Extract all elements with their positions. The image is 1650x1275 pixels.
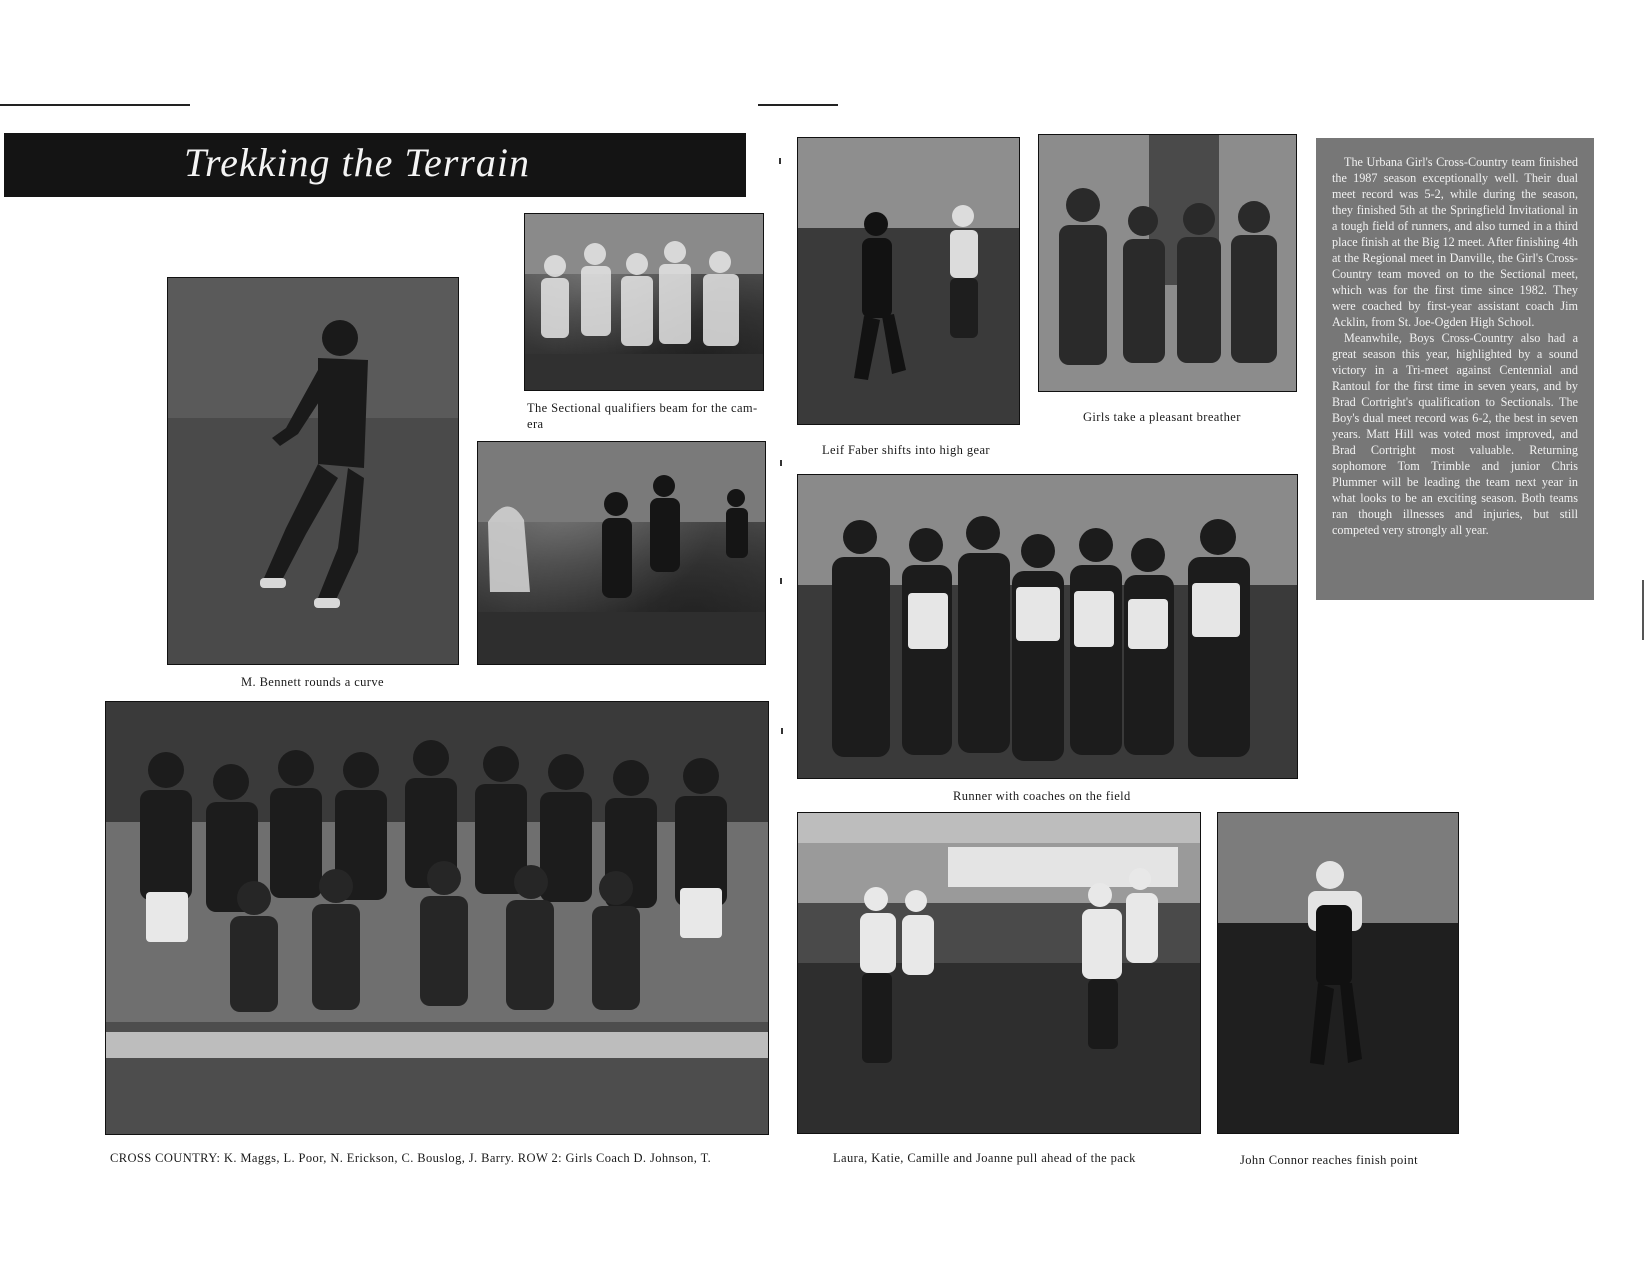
- photo-runners-field: [477, 441, 766, 665]
- gutter-mark: [780, 578, 782, 584]
- caption-connor: John Connor reaches finish point: [1240, 1153, 1419, 1167]
- photo-bennett: [167, 277, 459, 665]
- story-paragraph: Meanwhile, Boys Cross-Country also had a great season this year, highlighted by a sound victory in a Tri-meet against Centennial and Rantoul for the first time in seven years, and by Brad Cortright's qualification to Sectionals. The Boy's dual meet record was 6-2, the best in seven years. Matt Hill was voted most improved, and Brad Cortright most valuable. Returning sophomore Tom Trimble and junior Chris Plummer will be leading the team next year in what looks to be an exciting season. Both teams ran though illnesses and injuries, but still competed very strongly all year.: [1332, 331, 1578, 537]
- story-text-box: [1316, 138, 1594, 600]
- caption-faber: Leif Faber shifts into high gear: [822, 443, 990, 457]
- caption-track: Laura, Katie, Camille and Joanne pull ahead of the pack: [833, 1151, 1136, 1165]
- caption-coaches: Runner with coaches on the field: [953, 789, 1131, 803]
- photo-sectional-qualifiers: [524, 213, 764, 391]
- gutter-mark: [779, 158, 781, 164]
- group-portrait-icon: [798, 475, 1297, 778]
- caption-bennett: M. Bennett rounds a curve: [241, 675, 384, 689]
- photo-team-portrait: [105, 701, 769, 1135]
- runners-group-icon: [798, 813, 1200, 1133]
- top-rule-center: [758, 104, 838, 106]
- gutter-mark: [780, 460, 782, 466]
- title-bar: [4, 133, 746, 197]
- page-title: Trekking the Terrain: [184, 140, 530, 185]
- runner-icon: [1218, 813, 1458, 1133]
- photo-coaches: [797, 474, 1298, 779]
- caption-girls-breather: Girls take a pleasant breather: [1083, 410, 1241, 424]
- runner-icon: [798, 138, 1019, 424]
- story-paragraph: The Urbana Girl's Cross-Country team finished the 1987 season exceptionally well. Their dual meet record was 5-2, while during the season, they finished 5th at the Springfield Invitational in a tough field of runners, and also turned in a third place finish at the Big 12 meet. After finishing 4th at the Regional meet in Danville, the Girl's Cross-Country team moved on to the Sectional meet, which was for the first time since 1982. They were coached by first-year assistant coach Jim Acklin, from St. Joe-Ogden High School.: [1332, 155, 1578, 329]
- runner-icon: [168, 278, 458, 664]
- gutter-mark: [781, 728, 783, 734]
- team-portrait-icon: [106, 702, 768, 1134]
- caption-sectional: The Sectional qualifiers beam for the cam- era: [527, 401, 758, 431]
- runners-group-icon: [478, 442, 765, 664]
- photo-connor: [1217, 812, 1459, 1134]
- photo-track: [797, 812, 1201, 1134]
- top-rule-left: [0, 104, 190, 106]
- photo-girls-breather: [1038, 134, 1297, 392]
- group-portrait-icon: [1039, 135, 1296, 391]
- caption-team: CROSS COUNTRY: K. Maggs, L. Poor, N. Erickson, C. Bouslog, J. Barry. ROW 2: Girls Coach D. Johnson, T.: [110, 1151, 712, 1165]
- page-edge-mark: [1642, 580, 1644, 640]
- group-portrait-icon: [525, 214, 763, 390]
- photo-faber: [797, 137, 1020, 425]
